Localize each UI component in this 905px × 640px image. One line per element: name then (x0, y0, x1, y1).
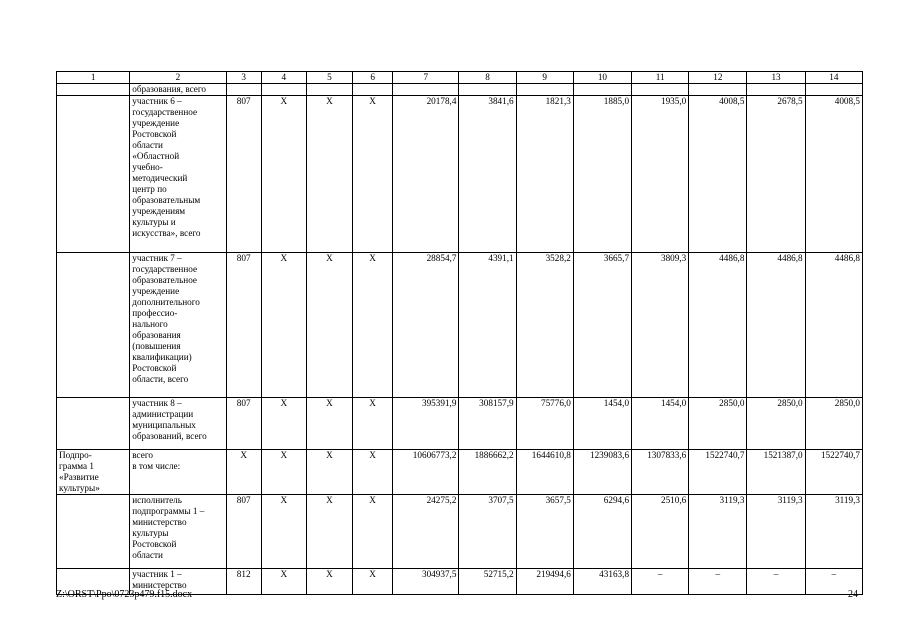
document-path: Z:\ORST\Ppo\0723p479.f15.docx (56, 589, 193, 600)
code-cell (353, 84, 393, 96)
value-cell: 4008,5 (805, 96, 862, 253)
code-cell: Х (261, 450, 306, 495)
value-cell (805, 84, 862, 96)
value-cell: – (805, 569, 862, 595)
table-row (57, 450, 863, 495)
code-cell: Х (226, 450, 261, 495)
value-cell: 24275,2 (393, 495, 459, 569)
value-cell: 1644610,8 (516, 450, 573, 495)
program-cell (57, 253, 130, 398)
code-cell: Х (306, 495, 352, 569)
value-cell: 2678,5 (747, 96, 805, 253)
value-cell: 1454,0 (632, 398, 689, 450)
table-row (57, 96, 863, 253)
table-row (57, 253, 863, 398)
column-header: 2 (130, 72, 226, 84)
program-cell: Подпро- грамма 1 «Развитие культуры» (57, 450, 130, 495)
code-cell: Х (261, 495, 306, 569)
value-cell: 20178,4 (393, 96, 459, 253)
column-header: 9 (516, 72, 573, 84)
code-cell: 807 (226, 398, 261, 450)
value-cell: 3841,6 (459, 96, 516, 253)
value-cell: 3809,3 (632, 253, 689, 398)
code-cell: Х (261, 398, 306, 450)
value-cell: 1935,0 (632, 96, 689, 253)
value-cell: 3665,7 (573, 253, 631, 398)
column-header: 4 (261, 72, 306, 84)
program-cell (57, 398, 130, 450)
table-body (57, 72, 863, 595)
participant-cell: участник 1 – министерство (130, 569, 226, 595)
value-cell: – (632, 569, 689, 595)
value-cell: 1522740,7 (805, 450, 862, 495)
value-cell: 3119,3 (805, 495, 862, 569)
code-cell: Х (353, 96, 393, 253)
value-cell: 3528,2 (516, 253, 573, 398)
value-cell: 4486,8 (805, 253, 862, 398)
value-cell (393, 84, 459, 96)
value-cell: 4391,1 (459, 253, 516, 398)
value-cell: 2510,6 (632, 495, 689, 569)
code-cell: Х (353, 398, 393, 450)
value-cell: 1821,3 (516, 96, 573, 253)
code-cell: Х (306, 569, 352, 595)
code-cell: Х (353, 495, 393, 569)
value-cell: 1521387,0 (747, 450, 805, 495)
value-cell: – (689, 569, 747, 595)
header-row (57, 72, 863, 84)
code-cell: Х (306, 398, 352, 450)
value-cell: 2850,0 (689, 398, 747, 450)
code-cell: Х (306, 450, 352, 495)
code-cell: Х (261, 96, 306, 253)
value-cell: 304937,5 (393, 569, 459, 595)
program-cell (57, 84, 130, 96)
program-cell (57, 96, 130, 253)
table-row (57, 495, 863, 569)
code-cell: 812 (226, 569, 261, 595)
code-cell: Х (353, 450, 393, 495)
participant-cell: исполнитель подпрограммы 1 – министерство культуры Ростовской области (130, 495, 226, 569)
value-cell: 3119,3 (689, 495, 747, 569)
code-cell: 807 (226, 96, 261, 253)
value-cell: 4008,5 (689, 96, 747, 253)
value-cell (747, 84, 805, 96)
column-header: 5 (306, 72, 352, 84)
column-header: 10 (573, 72, 631, 84)
program-cell (57, 495, 130, 569)
value-cell: 4486,8 (747, 253, 805, 398)
column-header: 3 (226, 72, 261, 84)
value-cell: 1885,0 (573, 96, 631, 253)
column-header: 11 (632, 72, 689, 84)
code-cell: Х (261, 253, 306, 398)
code-cell: Х (261, 569, 306, 595)
value-cell: 6294,6 (573, 495, 631, 569)
value-cell (632, 84, 689, 96)
column-header: 14 (805, 72, 862, 84)
code-cell (226, 84, 261, 96)
value-cell: 3119,3 (747, 495, 805, 569)
code-cell: Х (353, 569, 393, 595)
column-header: 1 (57, 72, 130, 84)
value-cell: 1307833,6 (632, 450, 689, 495)
value-cell: 2850,0 (805, 398, 862, 450)
value-cell: 43163,8 (573, 569, 631, 595)
table-row (57, 84, 863, 96)
participant-cell: участник 7 – государственное образовательное учреждение дополнительного профессио- нального образования (повышения квалификации) Ростовской области, всего (130, 253, 226, 398)
value-cell (459, 84, 516, 96)
code-cell: Х (306, 96, 352, 253)
value-cell (689, 84, 747, 96)
code-cell (261, 84, 306, 96)
value-cell: – (747, 569, 805, 595)
value-cell: 10606773,2 (393, 450, 459, 495)
value-cell (516, 84, 573, 96)
value-cell: 219494,6 (516, 569, 573, 595)
column-header: 13 (747, 72, 805, 84)
value-cell: 2850,0 (747, 398, 805, 450)
value-cell (573, 84, 631, 96)
value-cell: 1454,0 (573, 398, 631, 450)
value-cell: 1239083,6 (573, 450, 631, 495)
value-cell: 4486,8 (689, 253, 747, 398)
column-header: 7 (393, 72, 459, 84)
column-header: 8 (459, 72, 516, 84)
column-header: 12 (689, 72, 747, 84)
code-cell: Х (306, 253, 352, 398)
value-cell: 52715,2 (459, 569, 516, 595)
value-cell: 75776,0 (516, 398, 573, 450)
participant-cell: образования, всего (130, 84, 226, 96)
value-cell: 308157,9 (459, 398, 516, 450)
value-cell: 3707,5 (459, 495, 516, 569)
page-number: 24 (848, 589, 858, 600)
participant-cell: участник 8 – администрации муниципальных образований, всего (130, 398, 226, 450)
value-cell: 395391,9 (393, 398, 459, 450)
participant-cell: всего в том числе: (130, 450, 226, 495)
code-cell: Х (353, 253, 393, 398)
code-cell: 807 (226, 253, 261, 398)
table-row (57, 398, 863, 450)
value-cell: 1886662,2 (459, 450, 516, 495)
value-cell: 3657,5 (516, 495, 573, 569)
code-cell: 807 (226, 495, 261, 569)
participant-cell: участник 6 – государственное учреждение Ростовской области «Областной учебно- методический центр по образовательным учреждениям культуры и искусства», всего (130, 96, 226, 253)
budget-table (56, 71, 863, 595)
code-cell (306, 84, 352, 96)
value-cell: 28854,7 (393, 253, 459, 398)
value-cell: 1522740,7 (689, 450, 747, 495)
column-header: 6 (353, 72, 393, 84)
